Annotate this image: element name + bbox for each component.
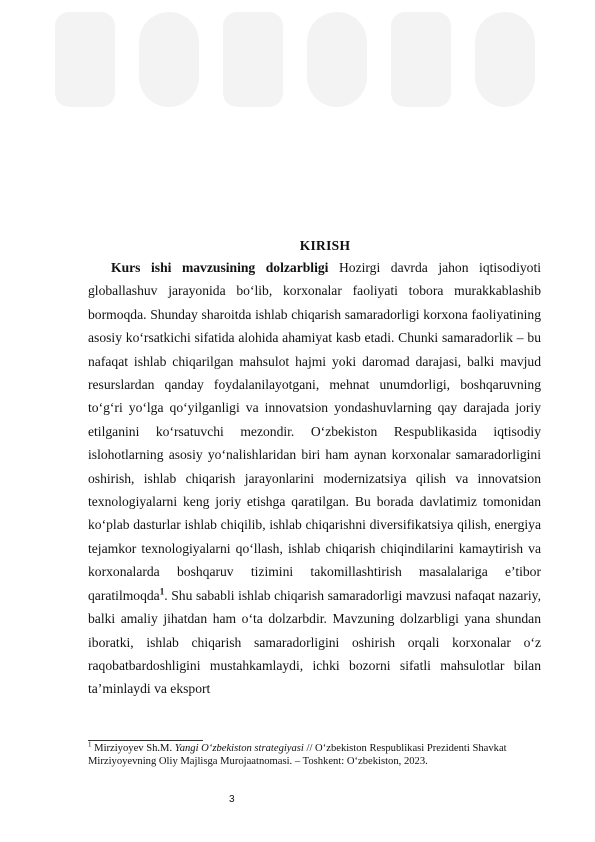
footnote-title: Yangi O‘zbekiston strategiyasi: [174, 743, 304, 754]
watermark-shape: [391, 12, 451, 107]
page-number: 3: [229, 794, 235, 805]
watermark-shape: [475, 12, 535, 107]
paragraph-lead: Kurs ishi mavzusining dolzarbligi: [111, 260, 329, 275]
footnote-reference[interactable]: 1: [159, 586, 165, 597]
section-heading: KIRISH: [299, 238, 351, 253]
footnote-separator: [88, 740, 203, 741]
watermark-shape: [223, 12, 283, 107]
watermark-shape: [307, 12, 367, 107]
watermark-shape: [55, 12, 115, 107]
watermark-shape: [139, 12, 199, 107]
footnote-author: Mirziyoyev Sh.M.: [91, 743, 175, 754]
paragraph-text: Hozirgi davrda jahon iqtisodiyoti globallashuv jarayonida bo‘lib, korxonalar faoliyati tobora murakkablashib bormoqda. Shunday sharoitda ishlab chiqarish samaradorligi korxona faoliyatining asosiy ko‘rsatkichi sifatida alohida ahamiyat kasb etadi. Chunki samaradorlik – bu nafaqat ishlab chiqarilgan mahsulot hajmi yoki daromad darajasi, balki mavjud resurslardan qanday foydalanilayotgani, mehnat unumdorligi, boshqaruvning to‘g‘ri yo‘lga qo‘yilganligi va innovatsion yondashuvlarning qay darajada joriy etilganini ko‘rsatuvchi mezondir. O‘zbekiston Respublikasida iqtisodiy islohotlarning asosiy yo‘nalishlaridan biri ham aynan korxonalar samaradorligini oshirish, ishlab chiqarish jarayonlarini modernizatsiya qilish va innovatsion texnologiyalarni keng joriy etishga qaratilgan. Bu borada davlatimiz tomonidan ko‘plab dasturlar ishlab chiqilib, ishlab chiqarishni diversifikatsiya qilish, energiya tejamkor texnologiyalarni qo‘llash, ishlab chiqarish chiqindilarini kamaytirish va korxonalarda boshqaruv tizimini takomillashtirish masalalariga e’tibor qaratilmoqda: [88, 260, 541, 603]
watermark: [55, 12, 535, 132]
footnote-source: // O‘zbekiston Respublikasi Prezidenti Shavkat Mirziyoyevning Oliy Majlisga Murojaatnomasi. – Toshkent: O‘zbekiston, 2023.: [88, 743, 507, 767]
paragraph-text-continued: . Shu sababli ishlab chiqarish samaradorligi mavzusi nafaqat nazariy, balki amaliy jihatdan ham o‘ta dolzarbdir. Mavzuning dolzarbligi yana shundan iboratki, ishlab chiqarish samaradorligini oshirish orqali korxonalar o‘z raqobatbardoshligini mustahkamlaydi, ichki bozorni sifatli mahsulotlar bilan ta’minlaydi va eksport: [88, 587, 541, 697]
footnote: [88, 742, 548, 768]
body-paragraph: [88, 256, 541, 701]
footnote-number: 1: [88, 740, 92, 749]
